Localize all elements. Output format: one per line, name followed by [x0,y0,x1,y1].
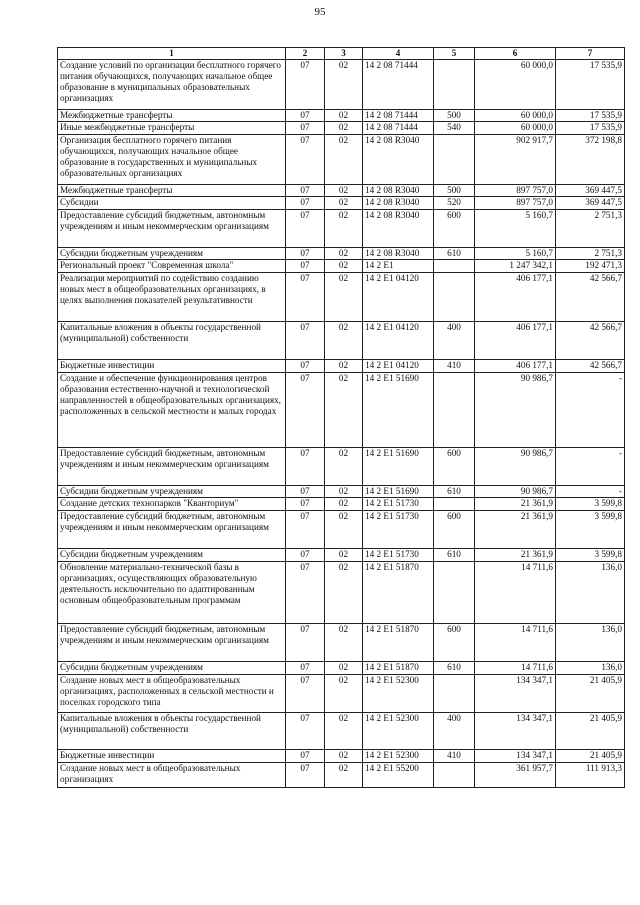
row-name-cell [58,273,286,322]
row-name-text: Организация бесплатного горячего питания обучающихся, получающих начальное общее образование в государственных и муниципальных образовательных организациях [60,135,258,178]
row-amount-1-cell: 897 757,0 [475,185,556,197]
row-expense-type-cell: 500 [434,185,475,197]
row-expense-type-cell: 540 [434,122,475,135]
row-section-cell: 07 [286,273,325,322]
row-amount-1-cell: 134 347,1 [475,713,556,750]
table-row [58,60,625,110]
row-amount-1-cell: 134 347,1 [475,675,556,713]
row-expense-type-cell [434,135,475,185]
row-amount-1-cell: 5 160,7 [475,210,556,248]
row-name-text: Создание и обеспечение функционирования центров образования естественно-научной и технологической направленностей в общеобразовательных организациях, расположенных в сельской местности и малых городах [60,373,281,416]
header-col-7: 7 [556,48,625,60]
row-subsection-cell: 02 [325,373,363,448]
row-target-article-cell: 14 2 E1 55200 [363,763,434,788]
row-name-cell [58,373,286,448]
row-amount-1-cell: 14 711,6 [475,662,556,675]
row-amount-1-cell: 902 917,7 [475,135,556,185]
row-subsection-cell: 02 [325,110,363,122]
row-section-cell: 07 [286,675,325,713]
row-amount-1-cell: 60 000,0 [475,110,556,122]
row-name-cell [58,122,286,135]
row-name-text: Субсидии бюджетным учреждениям [60,486,203,496]
row-subsection-cell: 02 [325,763,363,788]
row-amount-2-cell: 3 599,8 [556,511,625,549]
row-name-cell [58,549,286,562]
row-name-text: Обновление материально-технической базы в организациях, осуществляющих образовательную деятельность исключительно по адаптированным основным общеобразовательным программам [60,562,257,605]
row-amount-1-cell: 90 986,7 [475,448,556,486]
row-amount-1-cell: 60 000,0 [475,122,556,135]
table-row [58,662,625,675]
row-expense-type-cell [434,373,475,448]
row-amount-1-cell: 406 177,1 [475,273,556,322]
row-subsection-cell: 02 [325,322,363,360]
row-expense-type-cell: 610 [434,549,475,562]
row-amount-1-cell: 134 347,1 [475,750,556,763]
row-expense-type-cell: 610 [434,662,475,675]
row-subsection-cell: 02 [325,562,363,624]
row-target-article-cell: 14 2 E1 51690 [363,373,434,448]
table-row [58,448,625,486]
row-name-cell [58,486,286,498]
row-subsection-cell: 02 [325,448,363,486]
row-amount-1-cell: 5 160,7 [475,248,556,260]
row-target-article-cell: 14 2 08 71444 [363,110,434,122]
row-section-cell: 07 [286,197,325,210]
row-name-cell [58,210,286,248]
row-section-cell: 07 [286,210,325,248]
row-section-cell: 07 [286,360,325,373]
budget-table [57,47,625,788]
row-name-text: Предоставление субсидий бюджетным, автономным учреждениям и иным некоммерческим организациям [60,448,269,469]
row-expense-type-cell: 600 [434,448,475,486]
header-col-3: 3 [325,48,363,60]
row-name-text: Иные межбюджетные трансферты [60,122,195,132]
table-row [58,549,625,562]
table-row [58,122,625,135]
header-row [58,48,625,60]
row-subsection-cell: 02 [325,624,363,662]
row-subsection-cell: 02 [325,750,363,763]
row-subsection-cell: 02 [325,360,363,373]
table-row [58,763,625,788]
row-name-cell [58,448,286,486]
row-name-text: Предоставление субсидий бюджетным, автономным учреждениям и иным некоммерческим организациям [60,210,269,231]
row-name-text: Капитальные вложения в объекты государственной (муниципальной) собственности [60,322,261,343]
row-name-cell [58,763,286,788]
header-col-4: 4 [363,48,434,60]
row-amount-1-cell: 90 986,7 [475,373,556,448]
row-section-cell: 07 [286,448,325,486]
row-section-cell: 07 [286,498,325,511]
row-name-text: Создание новых мест в общеобразовательных организациях [60,763,241,784]
row-amount-2-cell: - [556,486,625,498]
row-name-cell [58,322,286,360]
row-expense-type-cell [434,60,475,110]
row-name-text: Субсидии [60,197,99,207]
row-target-article-cell: 14 2 E1 51870 [363,562,434,624]
table-row [58,135,625,185]
row-subsection-cell: 02 [325,185,363,197]
row-target-article-cell: 14 2 E1 52300 [363,750,434,763]
table-row [58,498,625,511]
row-target-article-cell: 14 2 08 R3040 [363,248,434,260]
row-expense-type-cell: 610 [434,248,475,260]
row-name-cell [58,624,286,662]
table-row [58,360,625,373]
row-section-cell: 07 [286,511,325,549]
row-amount-2-cell: 136,0 [556,662,625,675]
row-name-text: Создание детских технопарков "Кванториум" [60,498,239,508]
row-name-cell [58,511,286,549]
row-section-cell: 07 [286,373,325,448]
row-section-cell: 07 [286,624,325,662]
row-amount-1-cell: 60 000,0 [475,60,556,110]
row-amount-2-cell: 17 535,9 [556,122,625,135]
row-target-article-cell: 14 2 E1 04120 [363,273,434,322]
row-subsection-cell: 02 [325,273,363,322]
row-expense-type-cell: 600 [434,511,475,549]
row-expense-type-cell: 600 [434,210,475,248]
row-section-cell: 07 [286,260,325,273]
row-amount-2-cell: 192 471,3 [556,260,625,273]
row-subsection-cell: 02 [325,210,363,248]
table-row [58,210,625,248]
row-amount-2-cell: 21 405,9 [556,675,625,713]
row-section-cell: 07 [286,248,325,260]
row-expense-type-cell: 400 [434,322,475,360]
row-section-cell: 07 [286,486,325,498]
row-section-cell: 07 [286,122,325,135]
row-amount-2-cell: 3 599,8 [556,498,625,511]
row-target-article-cell: 14 2 E1 51730 [363,511,434,549]
row-section-cell: 07 [286,135,325,185]
row-name-text: Субсидии бюджетным учреждениям [60,248,203,258]
row-target-article-cell: 14 2 E1 51730 [363,549,434,562]
row-amount-2-cell: 372 198,8 [556,135,625,185]
row-amount-2-cell: - [556,448,625,486]
row-expense-type-cell [434,498,475,511]
row-name-cell [58,185,286,197]
row-subsection-cell: 02 [325,135,363,185]
row-amount-2-cell: 17 535,9 [556,60,625,110]
row-target-article-cell: 14 2 E1 [363,260,434,273]
row-subsection-cell: 02 [325,260,363,273]
row-expense-type-cell [434,273,475,322]
row-name-cell [58,662,286,675]
row-subsection-cell: 02 [325,498,363,511]
row-name-cell [58,260,286,273]
row-amount-1-cell: 21 361,9 [475,549,556,562]
row-subsection-cell: 02 [325,197,363,210]
row-target-article-cell: 14 2 E1 51870 [363,624,434,662]
row-amount-2-cell: - [556,373,625,448]
row-section-cell: 07 [286,110,325,122]
row-name-text: Создание условий по организации бесплатного горячего питания обучающихся, получающих начальное общее образование в муниципальных образовательных организациях [60,60,281,103]
row-amount-1-cell: 14 711,6 [475,624,556,662]
row-target-article-cell: 14 2 08 71444 [363,122,434,135]
row-name-text: Реализация мероприятий по содействию созданию новых мест в общеобразовательных организациях, в целях выполнения показателей результативности [60,273,266,305]
row-section-cell: 07 [286,713,325,750]
table-row [58,322,625,360]
row-amount-1-cell: 406 177,1 [475,360,556,373]
table-row [58,273,625,322]
row-amount-1-cell: 21 361,9 [475,511,556,549]
row-target-article-cell: 14 2 E1 51690 [363,486,434,498]
table-row [58,675,625,713]
row-target-article-cell: 14 2 E1 04120 [363,322,434,360]
row-expense-type-cell: 410 [434,750,475,763]
row-subsection-cell: 02 [325,122,363,135]
row-amount-1-cell: 90 986,7 [475,486,556,498]
row-target-article-cell: 14 2 E1 51730 [363,498,434,511]
row-section-cell: 07 [286,549,325,562]
row-amount-2-cell: 3 599,8 [556,549,625,562]
header-col-6: 6 [475,48,556,60]
row-name-cell [58,750,286,763]
row-name-cell [58,110,286,122]
table-row [58,185,625,197]
row-expense-type-cell [434,763,475,788]
row-name-cell [58,562,286,624]
row-name-cell [58,248,286,260]
table-row [58,248,625,260]
row-expense-type-cell: 520 [434,197,475,210]
row-name-text: Межбюджетные трансферты [60,185,173,195]
row-target-article-cell: 14 2 E1 51870 [363,662,434,675]
row-name-text: Субсидии бюджетным учреждениям [60,549,203,559]
row-amount-2-cell: 42 566,7 [556,360,625,373]
page-number: 95 [314,6,326,18]
table-row [58,624,625,662]
table-row [58,562,625,624]
row-subsection-cell: 02 [325,511,363,549]
row-target-article-cell: 14 2 E1 04120 [363,360,434,373]
row-name-text: Межбюджетные трансферты [60,110,173,120]
row-amount-1-cell: 897 757,0 [475,197,556,210]
row-amount-2-cell: 136,0 [556,562,625,624]
row-name-text: Создание новых мест в общеобразовательных организациях, расположенных в сельской местности и поселках городского типа [60,675,274,707]
table-row [58,511,625,549]
row-name-text: Капитальные вложения в объекты государственной (муниципальной) собственности [60,713,261,734]
table-row [58,110,625,122]
row-name-cell [58,498,286,511]
row-amount-1-cell: 21 361,9 [475,498,556,511]
row-section-cell: 07 [286,322,325,360]
row-name-cell [58,713,286,750]
row-name-text: Предоставление субсидий бюджетным, автономным учреждениям и иным некоммерческим организациям [60,624,269,645]
table-row [58,373,625,448]
row-amount-2-cell: 2 751,3 [556,210,625,248]
row-name-cell [58,135,286,185]
row-target-article-cell: 14 2 E1 52300 [363,713,434,750]
table-row [58,713,625,750]
row-target-article-cell: 14 2 E1 51690 [363,448,434,486]
row-expense-type-cell: 400 [434,713,475,750]
row-amount-2-cell: 42 566,7 [556,273,625,322]
row-subsection-cell: 02 [325,662,363,675]
table-row [58,486,625,498]
row-expense-type-cell: 410 [434,360,475,373]
header-col-1: 1 [58,48,286,60]
row-target-article-cell: 14 2 08 71444 [363,60,434,110]
row-target-article-cell: 14 2 E1 52300 [363,675,434,713]
row-amount-1-cell: 361 957,7 [475,763,556,788]
row-target-article-cell: 14 2 08 R3040 [363,197,434,210]
row-amount-1-cell: 406 177,1 [475,322,556,360]
row-name-text: Региональный проект "Современная школа" [60,260,234,270]
row-section-cell: 07 [286,750,325,763]
row-amount-2-cell: 42 566,7 [556,322,625,360]
row-amount-2-cell: 369 447,5 [556,185,625,197]
row-amount-2-cell: 21 405,9 [556,713,625,750]
row-expense-type-cell: 610 [434,486,475,498]
row-subsection-cell: 02 [325,549,363,562]
row-section-cell: 07 [286,763,325,788]
row-expense-type-cell [434,260,475,273]
row-amount-2-cell: 111 913,3 [556,763,625,788]
row-expense-type-cell [434,562,475,624]
row-amount-2-cell: 17 535,9 [556,110,625,122]
row-name-text: Субсидии бюджетным учреждениям [60,662,203,672]
row-section-cell: 07 [286,185,325,197]
row-target-article-cell: 14 2 08 R3040 [363,185,434,197]
row-name-cell [58,197,286,210]
row-section-cell: 07 [286,60,325,110]
table-row [58,260,625,273]
header-col-2: 2 [286,48,325,60]
row-name-text: Бюджетные инвестиции [60,360,155,370]
row-expense-type-cell: 500 [434,110,475,122]
table-row [58,750,625,763]
table-row [58,197,625,210]
row-amount-2-cell: 2 751,3 [556,248,625,260]
row-subsection-cell: 02 [325,60,363,110]
row-subsection-cell: 02 [325,248,363,260]
row-amount-2-cell: 136,0 [556,624,625,662]
row-section-cell: 07 [286,562,325,624]
row-target-article-cell: 14 2 08 R3040 [363,135,434,185]
row-subsection-cell: 02 [325,713,363,750]
row-subsection-cell: 02 [325,486,363,498]
row-amount-2-cell: 369 447,5 [556,197,625,210]
row-name-cell [58,360,286,373]
row-expense-type-cell: 600 [434,624,475,662]
row-name-text: Бюджетные инвестиции [60,750,155,760]
row-amount-1-cell: 14 711,6 [475,562,556,624]
row-name-cell [58,675,286,713]
row-expense-type-cell [434,675,475,713]
row-target-article-cell: 14 2 08 R3040 [363,210,434,248]
row-amount-2-cell: 21 405,9 [556,750,625,763]
row-section-cell: 07 [286,662,325,675]
row-subsection-cell: 02 [325,675,363,713]
row-amount-1-cell: 1 247 342,1 [475,260,556,273]
row-name-text: Предоставление субсидий бюджетным, автономным учреждениям и иным некоммерческим организациям [60,511,269,532]
row-name-cell [58,60,286,110]
header-col-5: 5 [434,48,475,60]
